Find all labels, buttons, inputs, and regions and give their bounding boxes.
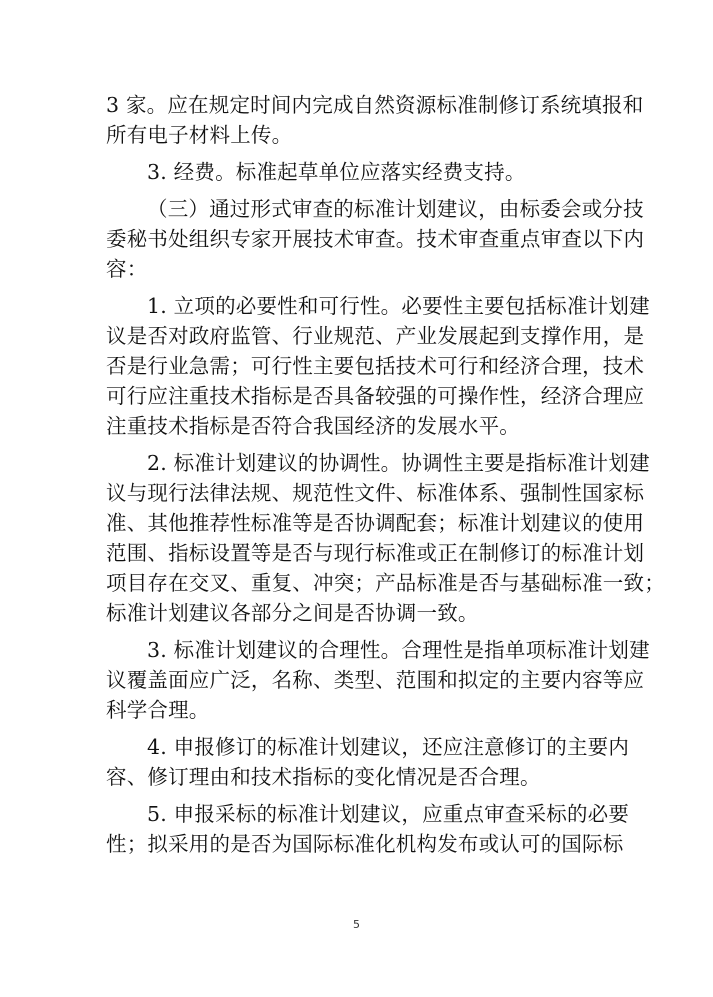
paragraph: [106, 799, 630, 859]
text-line: 议覆盖面应广泛，名称、类型、范围和拟定的主要内容等应: [106, 668, 645, 692]
text-line: 容、修订理由和技术指标的变化情况是否合理。: [106, 765, 541, 789]
paragraph: [106, 448, 665, 628]
text-line: 否是行业急需；可行性主要包括技术可行和经济合理，技术: [106, 354, 645, 378]
page-number: 5: [353, 918, 360, 931]
text-line: 委秘书处组织专家开展技术审查。技术审查重点审查以下内: [106, 227, 645, 251]
paragraph: [106, 635, 650, 725]
text-line: 议是否对政府监管、行业规范、产业发展起到支撑作用，是: [106, 324, 645, 348]
text-line: 3 家。应在规定时间内完成自然资源标准制修订系统填报和: [106, 93, 644, 117]
paragraph: [106, 90, 644, 150]
paragraph: [106, 732, 630, 792]
text-line: 1. 立项的必要性和可行性。必要性主要包括标准计划建: [147, 294, 650, 318]
text-line: 议与现行法律法规、规范性文件、标准体系、强制性国家标: [106, 481, 645, 505]
text-line: 2. 标准计划建议的协调性。协调性主要是指标准计划建: [147, 451, 650, 475]
text-line: 4. 申报修订的标准计划建议，还应注意修订的主要内: [147, 735, 630, 759]
text-line: 注重技术指标是否符合我国经济的发展水平。: [106, 414, 520, 438]
paragraph: [106, 157, 606, 187]
text-line: 科学合理。: [106, 698, 210, 722]
text-line: 3. 标准计划建议的合理性。合理性是指单项标准计划建: [147, 638, 650, 662]
text-line: 项目存在交叉、重复、冲突；产品标准是否与基础标准一致；: [106, 571, 665, 595]
text-line: 准、其他推荐性标准等是否协调配套；标准计划建议的使用: [106, 511, 645, 535]
paragraph: [106, 291, 650, 441]
paragraph: [106, 194, 645, 284]
text-line: 可行应注重技术指标是否具备较强的可操作性，经济合理应: [106, 384, 645, 408]
text-line: 容：: [106, 257, 148, 281]
text-line: 范围、指标设置等是否与现行标准或正在制修订的标准计划: [106, 541, 645, 565]
text-line: 所有电子材料上传。: [106, 123, 293, 147]
document-body: [106, 90, 665, 859]
text-line: 3. 经费。标准起草单位应落实经费支持。: [147, 160, 526, 184]
text-line: （三）通过形式审查的标准计划建议，由标委会或分技: [147, 197, 644, 221]
text-line: 5. 申报采标的标准计划建议，应重点审查采标的必要: [147, 802, 630, 826]
text-line: 标准计划建议各部分之间是否协调一致。: [106, 601, 479, 625]
text-line: 性；拟采用的是否为国际标准化机构发布或认可的国际标: [106, 832, 624, 856]
